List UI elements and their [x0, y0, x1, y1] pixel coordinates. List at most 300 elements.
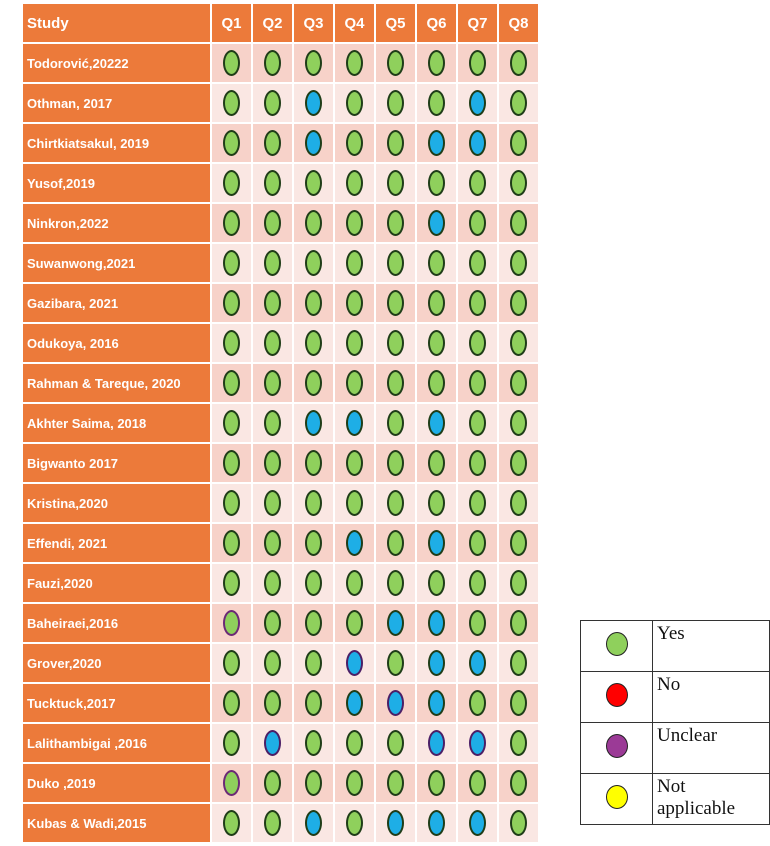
rating-dot-icon	[264, 610, 281, 636]
rating-cell	[417, 44, 456, 82]
rating-dot-icon	[264, 170, 281, 196]
rating-dot-icon	[305, 650, 322, 676]
rating-cell	[253, 84, 292, 122]
rating-dot-icon	[428, 650, 445, 676]
rating-dot-icon	[469, 490, 486, 516]
rating-dot-icon	[469, 90, 486, 116]
rating-cell	[458, 244, 497, 282]
study-name: Bigwanto 2017	[23, 444, 210, 482]
rating-dot-icon	[264, 410, 281, 436]
rating-dot-icon	[346, 250, 363, 276]
rating-dot-icon	[510, 610, 527, 636]
rating-dot-icon	[305, 410, 322, 436]
rating-cell	[458, 204, 497, 242]
rating-cell	[212, 564, 251, 602]
rating-dot-icon	[264, 450, 281, 476]
rating-dot-icon	[346, 490, 363, 516]
rating-dot-icon	[305, 450, 322, 476]
table-row	[23, 684, 544, 722]
rating-dot-icon	[387, 450, 404, 476]
rating-dot-icon	[510, 490, 527, 516]
rating-dot-icon	[264, 690, 281, 716]
rating-cell	[376, 804, 415, 842]
rating-cell	[376, 164, 415, 202]
rating-cell	[499, 564, 538, 602]
study-name: Ninkron,2022	[23, 204, 210, 242]
rating-cell	[212, 684, 251, 722]
rating-cell	[294, 804, 333, 842]
q2-header: Q2	[253, 4, 292, 42]
rating-dot-icon	[428, 90, 445, 116]
rating-dot-icon	[469, 810, 486, 836]
rating-dot-icon	[264, 530, 281, 556]
study-name: Odukoya, 2016	[23, 324, 210, 362]
rating-dot-icon	[510, 130, 527, 156]
rating-cell	[212, 124, 251, 162]
study-name: Othman, 2017	[23, 84, 210, 122]
rating-cell	[294, 204, 333, 242]
rating-dot-icon	[264, 730, 281, 756]
rating-dot-icon	[223, 730, 240, 756]
study-name: Akhter Saima, 2018	[23, 404, 210, 442]
rating-cell	[335, 524, 374, 562]
study-name: Yusof,2019	[23, 164, 210, 202]
study-name: Kristina,2020	[23, 484, 210, 522]
rating-cell	[417, 124, 456, 162]
q4-header: Q4	[335, 4, 374, 42]
rating-cell	[376, 724, 415, 762]
rating-dot-icon	[510, 770, 527, 796]
rating-cell	[335, 724, 374, 762]
rating-dot-icon	[264, 650, 281, 676]
rating-cell	[335, 804, 374, 842]
study-name: Chirtkiatsakul, 2019	[23, 124, 210, 162]
rating-cell	[376, 404, 415, 442]
rating-cell	[376, 644, 415, 682]
rating-cell	[499, 724, 538, 762]
rating-cell	[253, 724, 292, 762]
rating-dot-icon	[223, 450, 240, 476]
rating-dot-icon	[428, 770, 445, 796]
rating-dot-icon	[264, 50, 281, 76]
table-row	[23, 284, 544, 322]
rating-cell	[417, 764, 456, 802]
table-row	[23, 764, 544, 802]
rating-dot-icon	[510, 650, 527, 676]
rating-cell	[376, 324, 415, 362]
rating-dot-icon	[223, 770, 240, 796]
rating-dot-icon	[428, 730, 445, 756]
rating-cell	[294, 44, 333, 82]
table-row	[23, 324, 544, 362]
rating-cell	[253, 604, 292, 642]
table-row	[23, 164, 544, 202]
header-row	[23, 4, 544, 42]
rating-cell	[212, 364, 251, 402]
rating-dot-icon	[305, 730, 322, 756]
rating-cell	[253, 804, 292, 842]
rating-cell	[417, 564, 456, 602]
rating-dot-icon	[387, 650, 404, 676]
rating-cell	[294, 244, 333, 282]
legend-row	[581, 621, 770, 672]
rating-dot-icon	[469, 530, 486, 556]
rating-cell	[335, 124, 374, 162]
rating-cell	[458, 724, 497, 762]
legend-dot-icon	[606, 632, 628, 656]
rating-dot-icon	[469, 650, 486, 676]
rating-cell	[212, 444, 251, 482]
study-name: Tucktuck,2017	[23, 684, 210, 722]
rating-cell	[294, 564, 333, 602]
rating-dot-icon	[264, 810, 281, 836]
legend-symbol-cell	[581, 774, 653, 825]
rating-dot-icon	[387, 810, 404, 836]
rating-cell	[212, 484, 251, 522]
rating-dot-icon	[510, 450, 527, 476]
study-name: Lalithambigai ,2016	[23, 724, 210, 762]
rating-cell	[294, 84, 333, 122]
rating-dot-icon	[428, 210, 445, 236]
rating-cell	[417, 444, 456, 482]
rating-dot-icon	[428, 610, 445, 636]
study-name: Rahman & Tareque, 2020	[23, 364, 210, 402]
rating-cell	[253, 524, 292, 562]
rating-dot-icon	[346, 810, 363, 836]
rating-cell	[253, 364, 292, 402]
rating-dot-icon	[223, 250, 240, 276]
study-rows	[23, 44, 544, 842]
table-row	[23, 524, 544, 562]
rating-cell	[335, 444, 374, 482]
rating-cell	[253, 244, 292, 282]
rating-dot-icon	[510, 570, 527, 596]
rating-dot-icon	[264, 330, 281, 356]
rating-cell	[458, 44, 497, 82]
rating-dot-icon	[305, 370, 322, 396]
rating-cell	[499, 404, 538, 442]
rating-dot-icon	[387, 530, 404, 556]
rating-cell	[499, 644, 538, 682]
rating-dot-icon	[305, 330, 322, 356]
rating-dot-icon	[510, 250, 527, 276]
rating-cell	[376, 484, 415, 522]
rating-dot-icon	[387, 170, 404, 196]
rating-dot-icon	[469, 130, 486, 156]
rating-cell	[294, 484, 333, 522]
rating-cell	[253, 124, 292, 162]
rating-cell	[499, 604, 538, 642]
rating-dot-icon	[469, 770, 486, 796]
rating-dot-icon	[305, 50, 322, 76]
rating-cell	[294, 524, 333, 562]
q7-header: Q7	[458, 4, 497, 42]
table-row	[23, 804, 544, 842]
study-name: Effendi, 2021	[23, 524, 210, 562]
rating-cell	[253, 684, 292, 722]
rating-dot-icon	[305, 490, 322, 516]
rating-dot-icon	[510, 50, 527, 76]
rating-dot-icon	[346, 370, 363, 396]
rating-dot-icon	[346, 130, 363, 156]
rating-dot-icon	[223, 610, 240, 636]
rating-cell	[376, 84, 415, 122]
rating-cell	[376, 284, 415, 322]
rating-dot-icon	[510, 210, 527, 236]
rating-dot-icon	[387, 330, 404, 356]
rating-dot-icon	[387, 570, 404, 596]
rating-cell	[376, 44, 415, 82]
rating-dot-icon	[469, 450, 486, 476]
rating-dot-icon	[346, 610, 363, 636]
rating-cell	[253, 204, 292, 242]
rating-dot-icon	[223, 130, 240, 156]
rating-cell	[212, 524, 251, 562]
rating-cell	[499, 124, 538, 162]
rating-cell	[253, 324, 292, 362]
rating-cell	[294, 644, 333, 682]
rating-cell	[376, 604, 415, 642]
rating-dot-icon	[387, 50, 404, 76]
rating-cell	[335, 284, 374, 322]
rating-cell	[335, 604, 374, 642]
q3-header: Q3	[294, 4, 333, 42]
rating-cell	[417, 684, 456, 722]
rating-cell	[458, 524, 497, 562]
legend-symbol-cell	[581, 621, 653, 672]
rating-dot-icon	[264, 290, 281, 316]
rating-cell	[212, 84, 251, 122]
q8-header: Q8	[499, 4, 538, 42]
rating-cell	[458, 684, 497, 722]
legend-dot-icon	[606, 683, 628, 707]
rating-cell	[253, 404, 292, 442]
rating-cell	[499, 684, 538, 722]
rating-dot-icon	[223, 690, 240, 716]
rating-cell	[335, 684, 374, 722]
rating-dot-icon	[346, 170, 363, 196]
rating-cell	[294, 404, 333, 442]
study-name: Fauzi,2020	[23, 564, 210, 602]
rating-dot-icon	[305, 810, 322, 836]
rating-cell	[458, 404, 497, 442]
legend-label: Not applicable	[653, 774, 770, 825]
rating-cell	[499, 284, 538, 322]
rating-dot-icon	[428, 690, 445, 716]
rating-cell	[294, 764, 333, 802]
rating-dot-icon	[387, 410, 404, 436]
rating-dot-icon	[264, 210, 281, 236]
rating-cell	[253, 164, 292, 202]
rating-cell	[417, 84, 456, 122]
rating-dot-icon	[346, 650, 363, 676]
study-name: Duko ,2019	[23, 764, 210, 802]
rating-dot-icon	[346, 690, 363, 716]
rating-dot-icon	[428, 250, 445, 276]
rating-cell	[458, 564, 497, 602]
rating-dot-icon	[223, 650, 240, 676]
rating-cell	[499, 204, 538, 242]
rating-dot-icon	[346, 730, 363, 756]
rating-dot-icon	[510, 90, 527, 116]
legend-label: Unclear	[653, 723, 770, 774]
rating-dot-icon	[223, 570, 240, 596]
study-name: Grover,2020	[23, 644, 210, 682]
table-row	[23, 84, 544, 122]
rating-cell	[458, 484, 497, 522]
study-column-header: Study	[23, 4, 210, 42]
rating-dot-icon	[346, 450, 363, 476]
rating-dot-icon	[469, 210, 486, 236]
rating-dot-icon	[387, 250, 404, 276]
rating-dot-icon	[223, 370, 240, 396]
table-row	[23, 484, 544, 522]
rating-dot-icon	[469, 610, 486, 636]
rating-cell	[294, 724, 333, 762]
rating-cell	[376, 204, 415, 242]
rating-cell	[417, 724, 456, 762]
rating-cell	[417, 644, 456, 682]
rating-cell	[417, 204, 456, 242]
legend-label: Yes	[653, 621, 770, 672]
rating-dot-icon	[428, 290, 445, 316]
rating-dot-icon	[264, 370, 281, 396]
rating-dot-icon	[387, 90, 404, 116]
rating-dot-icon	[346, 330, 363, 356]
rating-cell	[294, 164, 333, 202]
rating-dot-icon	[305, 690, 322, 716]
rating-cell	[294, 124, 333, 162]
legend-row	[581, 774, 770, 825]
rating-dot-icon	[346, 570, 363, 596]
rating-cell	[212, 324, 251, 362]
rating-cell	[212, 244, 251, 282]
rating-cell	[294, 604, 333, 642]
table-row	[23, 204, 544, 242]
rating-dot-icon	[469, 690, 486, 716]
rating-cell	[458, 364, 497, 402]
rating-cell	[376, 444, 415, 482]
rating-dot-icon	[264, 90, 281, 116]
table-row	[23, 364, 544, 402]
rating-dot-icon	[510, 370, 527, 396]
rating-cell	[294, 324, 333, 362]
rating-dot-icon	[428, 370, 445, 396]
rating-dot-icon	[305, 530, 322, 556]
rating-dot-icon	[305, 290, 322, 316]
rating-dot-icon	[469, 290, 486, 316]
rating-cell	[212, 404, 251, 442]
table-row	[23, 404, 544, 442]
rating-cell	[499, 524, 538, 562]
rating-cell	[253, 444, 292, 482]
rating-dot-icon	[469, 730, 486, 756]
rating-dot-icon	[223, 50, 240, 76]
rating-cell	[376, 124, 415, 162]
rating-cell	[294, 364, 333, 402]
rating-cell	[458, 764, 497, 802]
rating-dot-icon	[223, 170, 240, 196]
rating-cell	[335, 364, 374, 402]
rating-dot-icon	[510, 170, 527, 196]
rating-cell	[335, 244, 374, 282]
rating-cell	[417, 324, 456, 362]
rating-cell	[376, 684, 415, 722]
rating-dot-icon	[305, 170, 322, 196]
table-row	[23, 124, 544, 162]
rating-dot-icon	[428, 570, 445, 596]
rating-dot-icon	[264, 250, 281, 276]
rating-dot-icon	[510, 530, 527, 556]
legend-label: No	[653, 672, 770, 723]
table-row	[23, 564, 544, 602]
rating-cell	[212, 44, 251, 82]
rating-cell	[499, 84, 538, 122]
rating-cell	[212, 644, 251, 682]
legend-symbol-cell	[581, 723, 653, 774]
rating-cell	[499, 164, 538, 202]
rating-cell	[417, 804, 456, 842]
rating-cell	[335, 484, 374, 522]
rating-dot-icon	[469, 250, 486, 276]
rating-dot-icon	[387, 610, 404, 636]
rating-cell	[499, 444, 538, 482]
rating-cell	[253, 644, 292, 682]
rating-cell	[212, 604, 251, 642]
rating-cell	[335, 84, 374, 122]
rating-cell	[499, 244, 538, 282]
rating-cell	[499, 764, 538, 802]
legend-dot-icon	[606, 734, 628, 758]
rating-dot-icon	[264, 770, 281, 796]
rating-dot-icon	[387, 770, 404, 796]
rating-dot-icon	[510, 810, 527, 836]
rating-cell	[499, 44, 538, 82]
rating-dot-icon	[346, 410, 363, 436]
rating-cell	[417, 604, 456, 642]
rating-cell	[417, 404, 456, 442]
study-name: Kubas & Wadi,2015	[23, 804, 210, 842]
rating-dot-icon	[264, 570, 281, 596]
rating-cell	[376, 564, 415, 602]
rating-cell	[458, 444, 497, 482]
rating-dot-icon	[469, 570, 486, 596]
rating-cell	[294, 284, 333, 322]
rating-dot-icon	[469, 410, 486, 436]
rating-dot-icon	[510, 290, 527, 316]
legend-symbol-cell	[581, 672, 653, 723]
rating-dot-icon	[387, 210, 404, 236]
study-name: Todorović,20222	[23, 44, 210, 82]
rating-cell	[253, 484, 292, 522]
rating-dot-icon	[346, 210, 363, 236]
table-row	[23, 444, 544, 482]
rating-cell	[458, 324, 497, 362]
rating-cell	[376, 764, 415, 802]
rating-dot-icon	[264, 490, 281, 516]
table-row	[23, 644, 544, 682]
rating-cell	[417, 284, 456, 322]
rating-dot-icon	[428, 450, 445, 476]
rating-cell	[212, 284, 251, 322]
rating-cell	[417, 364, 456, 402]
legend-row	[581, 672, 770, 723]
rating-dot-icon	[346, 770, 363, 796]
rating-cell	[417, 164, 456, 202]
rating-cell	[458, 804, 497, 842]
rating-dot-icon	[305, 90, 322, 116]
legend-dot-icon	[606, 785, 628, 809]
